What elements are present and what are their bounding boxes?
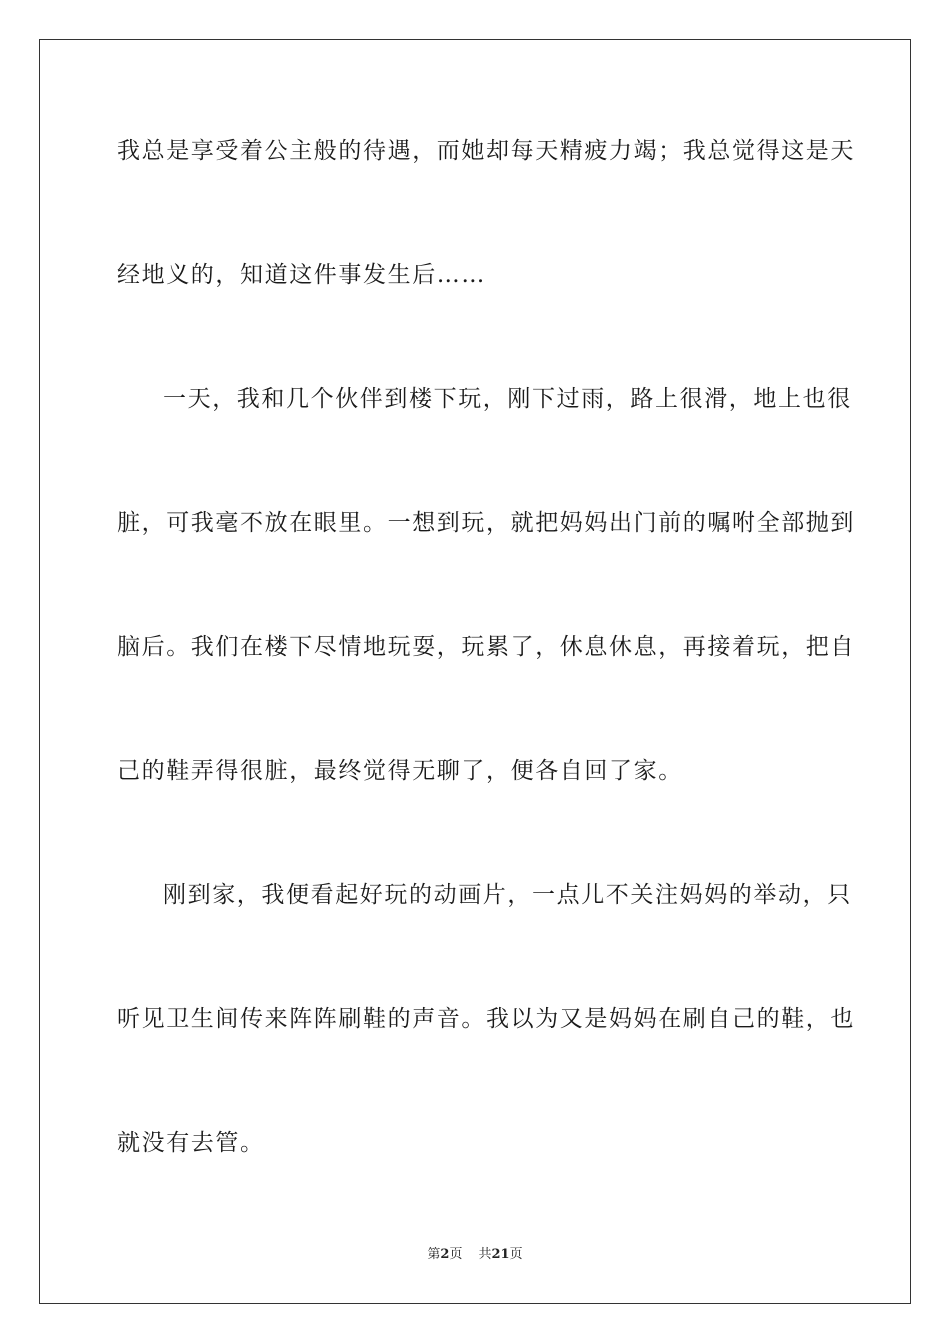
- text-line-6: 己的鞋弄得很脏，最终觉得无聊了，便各自回了家。: [117, 758, 683, 784]
- text-line-3: 一天，我和几个伙伴到楼下玩，刚下过雨，路上很滑，地上也很: [163, 386, 852, 412]
- page-footer: [0, 1246, 950, 1264]
- text-line-4: 脏，可我毫不放在眼里。一想到玩，就把妈妈出门前的嘱咐全部抛到: [117, 510, 855, 536]
- page-prefix: 第: [427, 1247, 441, 1262]
- text-line-9: 就没有去管。: [117, 1130, 265, 1156]
- text-line-5: 脑后。我们在楼下尽情地玩耍，玩累了，休息休息，再接着玩，把自: [117, 634, 855, 660]
- page-border: [39, 39, 911, 1304]
- total-suffix: 页: [509, 1247, 523, 1262]
- total-pages: 21: [491, 1247, 510, 1262]
- page-number: 2: [440, 1247, 450, 1262]
- text-line-8: 听见卫生间传来阵阵刷鞋的声音。我以为又是妈妈在刷自己的鞋，也: [117, 1006, 855, 1032]
- text-line-7: 刚到家，我便看起好玩的动画片，一点儿不关注妈妈的举动，只: [163, 882, 852, 908]
- text-line-1: 我总是享受着公主般的待遇，而她却每天精疲力竭；我总觉得这是天: [117, 138, 855, 164]
- page-suffix: 页: [449, 1247, 463, 1262]
- total-prefix: 共: [478, 1247, 492, 1262]
- text-line-2: 经地义的，知道这件事发生后……: [117, 262, 486, 288]
